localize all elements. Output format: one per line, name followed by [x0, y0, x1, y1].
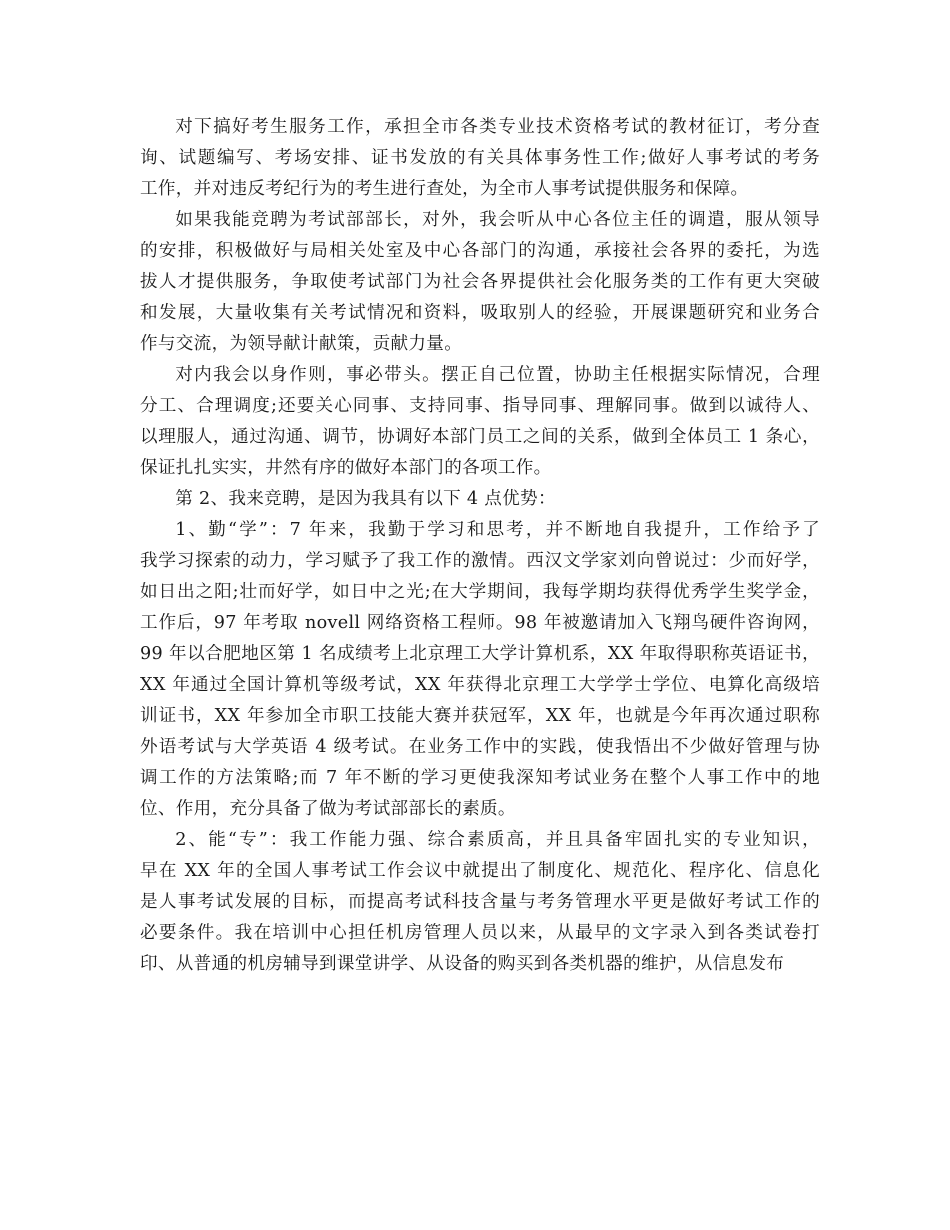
- text-line: 早在 XX 年的全国人事考试工作会议中就提出了制度化、规范化、程序化、信息化: [140, 861, 820, 881]
- text-line: 以理服人，通过沟通、调节，协调好本部门员工之间的关系，做到全体员工 1 条心，: [140, 427, 820, 447]
- text-line: 作与交流，为领导献计献策，贡献力量。: [140, 334, 463, 354]
- document-body: [140, 112, 820, 980]
- text-line: 我学习探索的动力，学习赋予了我工作的激情。西汉文学家刘向曾说过：少而好学，: [140, 551, 820, 571]
- paragraph: [140, 205, 820, 360]
- text-line: 如日出之阳;壮而好学，如日中之光;在大学期间，我每学期均获得优秀学生奖学金，: [140, 582, 820, 602]
- paragraph: [140, 484, 820, 515]
- text-line: 2、能“专”：我工作能力强、综合素质高，并且具备牢固扎实的专业知识，: [175, 830, 820, 850]
- text-line: XX 年通过全国计算机等级考试，XX 年获得北京理工大学学士学位、电算化高级培: [140, 675, 820, 695]
- text-line: 99 年以合肥地区第 1 名成绩考上北京理工大学计算机系，XX 年取得职称英语证书，: [140, 644, 820, 664]
- text-line: 调工作的方法策略;而 7 年不断的学习更使我深知考试业务在整个人事工作中的地: [140, 768, 820, 788]
- text-line: 第 2、我来竞聘，是因为我具有以下 4 点优势：: [175, 489, 556, 509]
- text-line: 对下搞好考生服务工作，承担全市各类专业技术资格考试的教材征订，考分查: [175, 117, 820, 137]
- text-line: 位、作用，充分具备了做为考试部部长的素质。: [140, 799, 516, 819]
- text-line: 训证书，XX 年参加全市职工技能大赛并获冠军，XX 年，也就是今年再次通过职称: [140, 706, 820, 726]
- text-line: 保证扎扎实实，井然有序的做好本部门的各项工作。: [140, 458, 552, 478]
- text-line: 分工、合理调度;还要关心同事、支持同事、指导同事、理解同事。做到以诚待人、: [140, 396, 820, 416]
- paragraph: [140, 515, 820, 825]
- text-line: 拔人才提供服务，争取使考试部门为社会各界提供社会化服务类的工作有更大突破: [140, 272, 820, 292]
- text-line: 是人事考试发展的目标，而提高考试科技含量与考务管理水平更是做好考试工作的: [140, 892, 820, 912]
- text-line: 外语考试与大学英语 4 级考试。在业务工作中的实践，使我悟出不少做好管理与协: [140, 737, 820, 757]
- paragraph: [140, 825, 820, 980]
- text-line: 印、从普通的机房辅导到课堂讲学、从设备的购买到各类机器的维护，从信息发布: [140, 954, 785, 974]
- text-line: 的安排，积极做好与局相关处室及中心各部门的沟通，承接社会各界的委托，为选: [140, 241, 820, 261]
- text-line: 必要条件。我在培训中心担任机房管理人员以来，从最早的文字录入到各类试卷打: [140, 923, 820, 943]
- text-line: 和发展，大量收集有关考试情况和资料，吸取别人的经验，开展课题研究和业务合: [140, 303, 820, 323]
- text-line: 如果我能竞聘为考试部部长，对外，我会听从中心各位主任的调遣，服从领导: [175, 210, 820, 230]
- paragraph: [140, 112, 820, 205]
- text-line: 工作后，97 年考取 novell 网络资格工程师。98 年被邀请加入飞翔鸟硬件咨询网，: [140, 613, 820, 633]
- text-line: 询、试题编写、考场安排、证书发放的有关具体事务性工作;做好人事考试的考务: [140, 148, 820, 168]
- text-line: 对内我会以身作则，事必带头。摆正自己位置，协助主任根据实际情况，合理: [175, 365, 820, 385]
- text-line: 1、勤“学”：7 年来，我勤于学习和思考，并不断地自我提升，工作给予了: [175, 520, 820, 540]
- paragraph: [140, 360, 820, 484]
- text-line: 工作，并对违反考纪行为的考生进行查处，为全市人事考试提供服务和保障。: [140, 179, 749, 199]
